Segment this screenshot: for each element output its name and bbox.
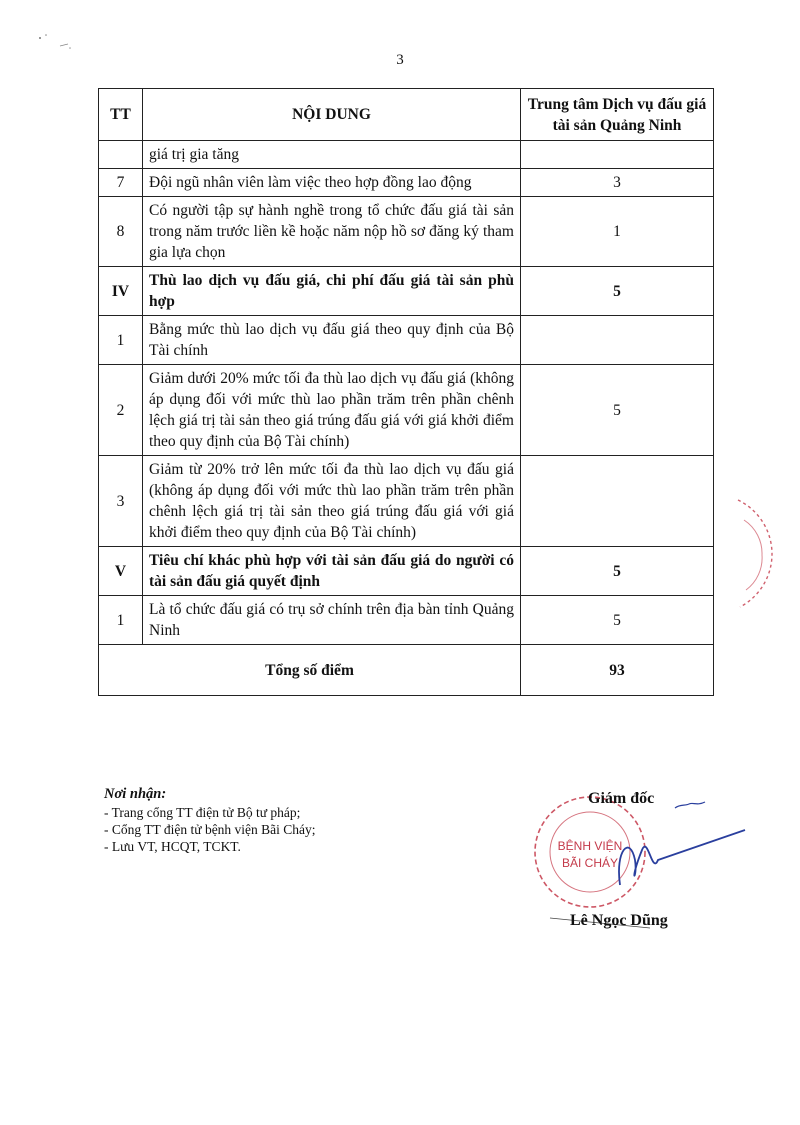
recipient-item: - Trang cổng TT điện tử Bộ tư pháp; bbox=[104, 805, 301, 820]
signature-title: Giám đốc bbox=[588, 790, 655, 807]
row-number: 7 bbox=[99, 169, 143, 197]
page-number: 3 bbox=[396, 52, 404, 68]
row-score: 3 bbox=[521, 169, 714, 197]
row-number: IV bbox=[99, 267, 143, 316]
signatory-name: Lê Ngọc Dũng bbox=[570, 912, 668, 929]
row-number: 2 bbox=[99, 365, 143, 456]
row-score: 5 bbox=[521, 365, 714, 456]
row-score: 5 bbox=[521, 267, 714, 316]
row-number: 8 bbox=[99, 197, 143, 267]
total-row bbox=[99, 645, 714, 696]
row-content: Là tổ chức đấu giá có trụ sở chính trên địa bàn tỉnh Quảng Ninh bbox=[143, 596, 521, 645]
row-content: Bằng mức thù lao dịch vụ đấu giá theo quy định của Bộ Tài chính bbox=[143, 316, 521, 365]
row-score bbox=[521, 456, 714, 547]
recipient-item: - Cổng TT điện tử bệnh viện Bãi Cháy; bbox=[104, 822, 316, 837]
initials-mark bbox=[675, 802, 705, 808]
row-score: 5 bbox=[521, 547, 714, 596]
total-label: Tổng số điểm bbox=[99, 645, 521, 696]
total-value: 93 bbox=[521, 645, 714, 696]
stamp-text-line1: BỆNH VIỆN bbox=[557, 839, 623, 853]
table-row bbox=[99, 547, 714, 596]
stamp-text-line2: BÃI CHÁY bbox=[561, 856, 619, 870]
row-score: 5 bbox=[521, 596, 714, 645]
row-content: giá trị gia tăng bbox=[143, 141, 521, 169]
row-number: 3 bbox=[99, 456, 143, 547]
table-row bbox=[99, 596, 714, 645]
signature-block bbox=[520, 790, 750, 950]
table-row bbox=[99, 267, 714, 316]
table-row bbox=[99, 456, 714, 547]
header-content: NỘI DUNG bbox=[143, 89, 521, 141]
table-row bbox=[99, 316, 714, 365]
margin-seal-fragment bbox=[736, 495, 776, 615]
row-content: Giảm từ 20% trở lên mức tối đa thù lao dịch vụ đấu giá (không áp dụng đối với mức thù lao phần trăm trên phần chênh lệch giá trị tài sản theo giá trúng đấu giá với giá khởi điểm theo quy định của Bộ Tài chính) bbox=[143, 456, 521, 547]
recipient-item: - Lưu VT, HCQT, TCKT. bbox=[104, 839, 241, 854]
table-row bbox=[99, 197, 714, 267]
row-score bbox=[521, 316, 714, 365]
row-content: Tiêu chí khác phù hợp với tài sản đấu giá do người có tài sản đấu giá quyết định bbox=[143, 547, 521, 596]
header-score: Trung tâm Dịch vụ đấu giá tài sản Quảng Ninh bbox=[521, 89, 714, 141]
row-content: Có người tập sự hành nghề trong tổ chức đấu giá tài sản trong năm trước liền kề hoặc năm nộp hồ sơ đăng ký tham gia lựa chọn bbox=[143, 197, 521, 267]
table-header-row bbox=[99, 89, 714, 141]
table-body bbox=[99, 141, 714, 645]
evaluation-table bbox=[98, 88, 714, 696]
table-row bbox=[99, 365, 714, 456]
row-score: 1 bbox=[521, 197, 714, 267]
table-row bbox=[99, 141, 714, 169]
row-number: 1 bbox=[99, 316, 143, 365]
row-number bbox=[99, 141, 143, 169]
row-content: Đội ngũ nhân viên làm việc theo hợp đồng lao động bbox=[143, 169, 521, 197]
row-number: 1 bbox=[99, 596, 143, 645]
table-row bbox=[99, 169, 714, 197]
handwritten-signature bbox=[619, 830, 745, 885]
row-content: Thù lao dịch vụ đấu giá, chi phí đấu giá tài sản phù hợp bbox=[143, 267, 521, 316]
row-content: Giảm dưới 20% mức tối đa thù lao dịch vụ đấu giá (không áp dụng đối với mức thù lao phần trăm trên phần chênh lệch giá trị tài sản theo giá trúng đấu giá với giá khởi điểm theo quy định của Bộ Tài chính) bbox=[143, 365, 521, 456]
recipients-heading: Nơi nhận: bbox=[104, 786, 167, 802]
header-tt: TT bbox=[99, 89, 143, 141]
row-score bbox=[521, 141, 714, 169]
recipients-block bbox=[104, 786, 316, 855]
row-number: V bbox=[99, 547, 143, 596]
